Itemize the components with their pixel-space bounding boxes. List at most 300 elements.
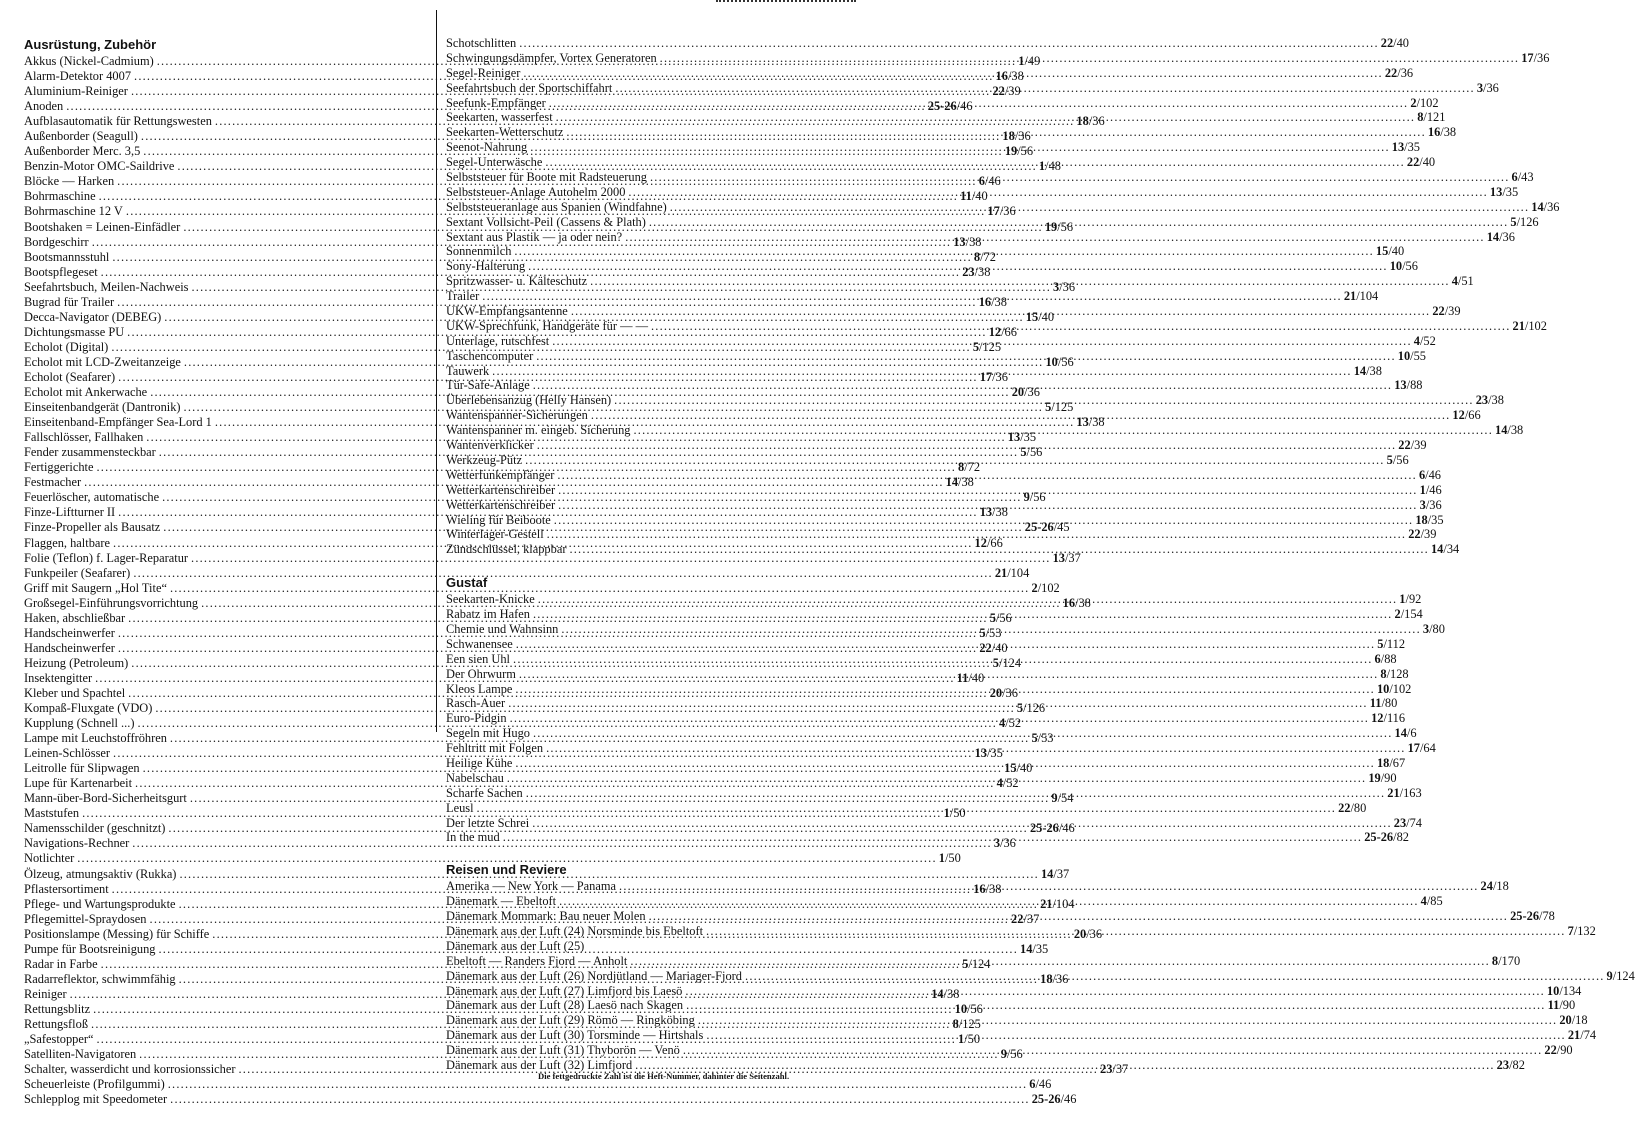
- page-number: /56: [1057, 354, 1074, 369]
- entry-title: Kompaß-Fluxgate (VDO): [24, 701, 153, 716]
- page-number: /40: [1388, 244, 1405, 259]
- entry-reference: [1490, 185, 1518, 200]
- dot-leader: [619, 879, 1479, 894]
- entry-title: Zündschlüssel, klappbar: [446, 542, 567, 557]
- page-number: /38: [1440, 125, 1457, 140]
- index-entry: [24, 851, 961, 866]
- page-number: /102: [1524, 318, 1547, 333]
- page-number: /67: [1389, 755, 1406, 770]
- issue-number: 8: [952, 1017, 959, 1031]
- entry-reference: [1495, 423, 1523, 438]
- issue-number: 17: [1407, 741, 1420, 756]
- dot-leader: [516, 637, 1376, 652]
- entry-reference: [1394, 816, 1422, 831]
- entry-reference: [1370, 696, 1398, 711]
- entry-reference: [1377, 682, 1411, 697]
- entry-title: Dänemark aus der Luft (30) Torsminde — Hirtshals: [446, 1028, 704, 1043]
- page-number: /116: [1383, 711, 1406, 726]
- issue-number: 5: [1510, 214, 1517, 229]
- page-number: /39: [1410, 438, 1427, 453]
- issue-number: 4: [1420, 894, 1427, 909]
- entry-title: Dichtungsmasse PU: [24, 324, 125, 339]
- issue-number: 5: [992, 655, 999, 670]
- section-heading: Gustaf: [446, 575, 488, 591]
- issue-number: 8: [1417, 110, 1424, 125]
- entry-title: Blöcke — Harken: [24, 174, 115, 189]
- entry-title: Flaggen, haltbare: [24, 535, 111, 550]
- dot-leader: [745, 969, 1605, 984]
- entry-title: „Safestopper“: [24, 1032, 94, 1047]
- entry-title: Taschencomputer: [446, 348, 534, 363]
- entry-title: Schwingungsdämpfer, Vortex Generatoren: [446, 50, 657, 65]
- issue-number: 5: [1016, 701, 1024, 716]
- page-number: /53: [985, 625, 1002, 640]
- entry-reference: [1487, 230, 1515, 245]
- page-number: /121: [1423, 110, 1446, 125]
- entry-reference: [1376, 244, 1404, 259]
- page-number: /72: [980, 249, 996, 264]
- issue-number: 4: [999, 716, 1006, 731]
- entry-reference: [1432, 304, 1460, 319]
- entry-reference: [1497, 1058, 1525, 1073]
- entry-title: Echolot mit Ankerwache: [24, 385, 148, 400]
- page-number: /49: [1024, 54, 1041, 68]
- entry-title: Schwanensee: [446, 636, 513, 651]
- issue-number: 12: [1452, 408, 1465, 423]
- page-number: /104: [1052, 896, 1075, 911]
- page-number: /36: [1425, 497, 1442, 512]
- index-entry: [24, 550, 1081, 566]
- dot-leader: [507, 771, 1367, 786]
- issue-number: 14: [1020, 941, 1033, 956]
- page-number: /56: [1017, 144, 1034, 159]
- issue-number: 13: [1489, 184, 1503, 199]
- entry-reference: [1452, 274, 1474, 289]
- footnote: Die fettgedruckte Zahl ist die Heft-Nummer, dahinter die Seitenzahl.: [538, 1071, 790, 1081]
- page-number: /35: [1032, 941, 1049, 956]
- page-number: /38: [985, 881, 1002, 896]
- entry-reference: [1394, 378, 1422, 393]
- issue-number: 23: [1475, 393, 1489, 408]
- entry-title: Sextant aus Plastik — ja oder nein?: [446, 229, 623, 244]
- dot-leader: [660, 51, 1520, 66]
- entry-reference: [1607, 969, 1635, 984]
- page-number: /82: [1393, 830, 1409, 845]
- entry-reference: [1420, 498, 1442, 513]
- entry-title: Finze-Liftturner II: [24, 505, 116, 520]
- page-number: /46: [1425, 482, 1442, 497]
- dot-leader: [706, 1028, 1566, 1043]
- entry-title: Segel-Reiniger: [446, 65, 521, 80]
- issue-number: 8: [973, 249, 981, 264]
- entry-reference: [1531, 200, 1559, 215]
- entry-reference: [1568, 924, 1596, 939]
- entry-reference: [1513, 319, 1547, 334]
- entry-title: Dänemark aus der Luft (31) Thyborön — Venö: [446, 1043, 680, 1058]
- entry-reference: [1521, 51, 1549, 66]
- entry-title: In the mud: [446, 830, 500, 845]
- dot-leader: [633, 423, 1493, 438]
- issue-number: 5: [979, 625, 986, 640]
- page-number: /40: [1016, 761, 1033, 776]
- entry-title: Wetterfunkempfänger: [446, 467, 555, 482]
- entry-reference: [1338, 801, 1366, 816]
- dot-leader: [477, 801, 1337, 816]
- dot-leader: [630, 954, 1490, 969]
- page-number: /125: [979, 339, 1002, 354]
- entry-reference: [1395, 726, 1417, 741]
- page-number: /125: [1051, 400, 1074, 415]
- page-number: /46: [1060, 1092, 1077, 1107]
- entry-title: Selbststeuer-Anlage Autohelm 2000: [446, 184, 626, 199]
- entry-title: Ölzeug, atmungsaktiv (Rukka): [24, 866, 177, 881]
- page-number: /104: [1007, 565, 1030, 580]
- issue-number: 4: [996, 776, 1003, 791]
- issue-number: 1: [943, 806, 950, 821]
- issue-number: 22: [1544, 1043, 1557, 1058]
- issue-number: 9: [1606, 968, 1613, 983]
- issue-number: 8: [1380, 666, 1387, 681]
- issue-number: 22: [992, 84, 1005, 99]
- entry-title: Wetterkartenschreiber: [446, 482, 556, 497]
- entry-title: Alarm-Detektor 4007: [24, 69, 132, 84]
- entry-title: Notlichter: [24, 851, 75, 866]
- issue-number: 14: [1495, 423, 1508, 438]
- entry-title: Een sien Uhl: [446, 651, 511, 666]
- dot-leader: [552, 334, 1412, 349]
- entry-title: Pflege- und Wartungsprodukte: [24, 896, 176, 911]
- issue-number: 18: [1076, 114, 1089, 129]
- entry-title: Kleber und Spachtel: [24, 685, 126, 700]
- dot-leader: [503, 830, 1363, 845]
- issue-number: 20: [1559, 1013, 1572, 1028]
- issue-number: 14: [1394, 726, 1407, 741]
- page-number: /56: [967, 1001, 983, 1016]
- page-number: /125: [958, 1017, 981, 1031]
- issue-number: 14: [1430, 542, 1444, 557]
- issue-number: 11: [956, 670, 969, 685]
- issue-number: 10: [1376, 681, 1390, 696]
- entry-reference: [1492, 954, 1520, 969]
- dot-leader: [625, 230, 1485, 245]
- entry-title: Seefahrtsbuch, Meilen-Nachweis: [24, 279, 189, 294]
- dot-leader: [514, 244, 1374, 259]
- page-number: /38: [991, 294, 1007, 309]
- issue-number: 13: [1052, 550, 1065, 565]
- issue-number: 18: [1376, 755, 1390, 770]
- page-number: /56: [1402, 259, 1418, 274]
- issue-number: 13: [1391, 140, 1405, 155]
- entry-title: Dänemark aus der Luft (28) Laesö nach Skagen: [446, 998, 684, 1013]
- dot-leader: [526, 786, 1386, 801]
- issue-number: 23: [1100, 1062, 1113, 1077]
- issue-number: 3: [1053, 279, 1060, 294]
- dot-leader: [519, 36, 1379, 51]
- page-number: /38: [1007, 69, 1024, 84]
- issue-number: 10: [1045, 354, 1058, 369]
- entry-title: Finze-Propeller als Bausatz: [24, 520, 161, 535]
- page-number: /39: [1420, 527, 1437, 542]
- page-number: /40: [1038, 309, 1055, 324]
- page-number: /38: [974, 264, 991, 279]
- entry-reference: [1414, 334, 1436, 349]
- issue-number: 13: [1007, 430, 1021, 445]
- entry-title: Seefahrtsbuch der Sportschiffahrt: [446, 80, 613, 95]
- page-number: /52: [1419, 333, 1436, 348]
- entry-reference: [1387, 453, 1409, 468]
- entry-title: Scharfe Sachen: [446, 785, 523, 800]
- page-number: /124: [999, 655, 1022, 670]
- entry-title: Trailer: [446, 289, 480, 304]
- entry-title: Kupplung (Schnell ...): [24, 716, 135, 731]
- issue-number: 19: [1368, 770, 1381, 785]
- entry-title: Dänemark Mommark: Bau neuer Molen: [446, 909, 646, 924]
- issue-number: 18: [1040, 971, 1053, 986]
- dot-leader: [571, 304, 1431, 319]
- issue-number: 9: [1051, 791, 1058, 806]
- page-number: /163: [1399, 785, 1422, 800]
- dot-leader: [508, 696, 1368, 711]
- page-number: /66: [986, 535, 1003, 550]
- dot-leader: [523, 66, 1383, 84]
- dot-leader: [536, 349, 1396, 364]
- issue-number: 15: [1025, 309, 1039, 324]
- entry-title: Dänemark aus der Luft (32) Limfjord: [446, 1058, 633, 1072]
- issue-number: 14: [1531, 199, 1544, 214]
- issue-number: 12: [974, 535, 987, 550]
- entry-title: Funkpeiler (Seafarer): [24, 565, 131, 580]
- entry-title: Bugrad für Trailer: [24, 294, 115, 309]
- issue-number: 5: [972, 339, 980, 354]
- entry-title: Mann-über-Bord-Sicherheitsgurt: [24, 791, 187, 806]
- dot-leader: [482, 289, 1342, 304]
- entry-title: Seekarten, wasserfest: [446, 110, 553, 125]
- issue-number: 21: [1512, 318, 1525, 333]
- dot-leader: [532, 816, 1392, 831]
- index-entry: [24, 294, 1007, 310]
- entry-reference: [1380, 667, 1408, 682]
- page-number: /35: [1427, 512, 1444, 527]
- page-number: /36: [1086, 926, 1103, 941]
- entry-title: Handscheinwerfer: [24, 625, 115, 640]
- page-number: /56: [1392, 452, 1409, 467]
- page-number: /92: [1405, 592, 1422, 607]
- entry-reference: [1354, 364, 1382, 379]
- entry-title: Amerika — New York — Panama: [446, 879, 617, 894]
- entry-title: Insektengitter: [24, 670, 93, 685]
- page-number: /56: [995, 610, 1012, 625]
- dot-leader: [698, 1013, 1558, 1028]
- page-number: /36: [1052, 971, 1069, 986]
- issue-number: 10: [1389, 259, 1403, 274]
- entry-title: Dänemark aus der Luft (26) Nordjütland — Mariager-Fjord: [446, 968, 743, 983]
- entry-title: Schotschlitten: [446, 36, 517, 50]
- issue-number: 8: [1491, 953, 1499, 968]
- issue-number: 22: [1380, 36, 1394, 50]
- entry-title: Euro-Pidgin: [446, 711, 507, 726]
- page-number: /38: [1488, 393, 1504, 408]
- issue-number: 23: [1393, 815, 1407, 830]
- entry-title: Tauwerk: [446, 363, 490, 378]
- entry-title: Radar in Farbe: [24, 956, 98, 971]
- entry-title: Seekarten-Knicke: [446, 592, 535, 607]
- entry-reference: [1407, 155, 1435, 170]
- entry-reference: [1390, 259, 1418, 274]
- entry-reference: [1377, 637, 1405, 652]
- dot-leader: [513, 652, 1373, 667]
- page-number: /154: [1400, 607, 1423, 622]
- entry-title: Folie (Teflon) f. Lager-Reparatur: [24, 550, 189, 565]
- page-number: /46: [1035, 1077, 1052, 1092]
- issue-number: 14: [1486, 229, 1500, 244]
- dot-leader: [557, 468, 1417, 483]
- entry-title: Rabatz im Hafen: [446, 607, 530, 622]
- dot-leader: [556, 110, 1416, 125]
- entry-title: Dänemark — Ebeltoft: [446, 894, 557, 909]
- issue-number: 25-26: [1029, 821, 1059, 836]
- entry-title: UKW-Empfangsantenne: [446, 304, 568, 319]
- issue-number: 20: [1073, 926, 1087, 941]
- issue-number: 9: [1000, 1047, 1007, 1062]
- issue-number: 1: [1419, 482, 1426, 497]
- issue-number: 3: [1476, 80, 1484, 95]
- entry-title: Lampe mit Leuchstoffröhren: [24, 731, 167, 746]
- dot-leader: [533, 607, 1393, 622]
- page-number: /54: [1057, 791, 1074, 806]
- entry-title: Heizung (Petroleum): [24, 655, 129, 670]
- top-dotted-rule: [716, 0, 856, 6]
- page-number: /39: [1004, 84, 1021, 99]
- entry-title: Dänemark aus der Luft (25): [446, 938, 585, 953]
- entry-title: Wantenspanner-Sicherungen: [446, 408, 588, 423]
- entry-title: Fender zusammensteckbar: [24, 445, 156, 460]
- page-number: /37: [1053, 866, 1070, 881]
- page-number: /126: [1023, 701, 1046, 716]
- entry-title: Heilige Kühe: [446, 755, 513, 770]
- issue-number: 22: [1011, 911, 1024, 926]
- index-entry: [446, 36, 1409, 51]
- entry-title: Seefunk-Empfänger: [446, 95, 546, 110]
- page-number: /56: [1029, 490, 1046, 505]
- issue-number: 3: [1419, 497, 1426, 512]
- issue-number: 11: [1547, 998, 1560, 1013]
- entry-title: Tür-Safe-Anlage: [446, 378, 530, 393]
- issue-number: 8: [958, 460, 965, 475]
- entry-title: Aufblasautomatik für Rettungswesten: [24, 114, 212, 129]
- entry-title: Wantenspanner m. eingeb. Sicherung: [446, 423, 631, 438]
- page-number: /170: [1498, 953, 1521, 968]
- entry-reference: [1368, 771, 1396, 786]
- page-number: /36: [999, 204, 1016, 219]
- entry-title: Feuerlöscher, automatische: [24, 490, 160, 505]
- issue-number: 17: [979, 369, 993, 384]
- page-number: /37: [1064, 550, 1081, 565]
- page-number: /36: [1000, 836, 1016, 851]
- page-number: /126: [1516, 214, 1539, 229]
- entry-title: Dänemark aus der Luft (27) Limfjord bis Laesö: [446, 983, 683, 998]
- page-number: /36: [1024, 385, 1040, 400]
- index-entry: [24, 565, 1030, 581]
- page-number: /50: [944, 851, 961, 866]
- entry-reference: [1364, 830, 1409, 845]
- page-number: /37: [1112, 1062, 1129, 1077]
- entry-title: Dänemark aus der Luft (24) Norsminde bis Ebeltoft: [446, 923, 704, 938]
- entry-reference: [1408, 741, 1436, 756]
- entry-title: Satelliten-Navigatoren: [24, 1047, 137, 1062]
- dot-leader: [649, 909, 1509, 924]
- page-number: /36: [1088, 114, 1105, 129]
- dot-leader: [547, 527, 1407, 542]
- issue-number: 14: [1353, 363, 1367, 378]
- page-number: /90: [1380, 770, 1397, 785]
- entry-reference: [1394, 607, 1422, 622]
- page-number: /74: [1406, 815, 1423, 830]
- page-number: /56: [1057, 219, 1074, 234]
- entry-title: Dänemark aus der Luft (29) Römö — Ringköbing: [446, 1013, 695, 1028]
- entry-title: Maststufen: [24, 806, 80, 821]
- entry-reference: [1032, 1092, 1077, 1107]
- page-number: /102: [1037, 580, 1060, 595]
- dot-leader: [533, 726, 1393, 741]
- issue-number: 14: [1040, 866, 1054, 881]
- page-number: /51: [1457, 274, 1474, 289]
- entry-title: Fertiggerichte: [24, 460, 94, 475]
- dot-leader: [492, 364, 1352, 379]
- entry-title: Winterlager-Gestell: [446, 527, 544, 542]
- issue-number: 2: [1410, 95, 1417, 110]
- index-entry: [24, 1077, 1052, 1092]
- dot-leader: [525, 453, 1385, 468]
- issue-number: 6: [978, 174, 985, 189]
- issue-number: 9: [1023, 490, 1030, 505]
- page-number: /128: [1386, 666, 1409, 681]
- dot-leader: [706, 924, 1566, 939]
- dot-leader: [591, 408, 1451, 423]
- issue-number: 17: [987, 204, 1000, 219]
- entry-reference: [1387, 786, 1421, 801]
- entry-title: Überlebensanzug (Helly Hansen): [446, 393, 612, 408]
- page-number: /112: [1383, 636, 1406, 651]
- entry-title: Spritzwasser- u. Kälteschutz: [446, 274, 588, 289]
- entry-title: Namensschilder (geschnitzt): [24, 821, 166, 836]
- entry-title: Einseitenbandgerät (Dantronik): [24, 400, 181, 415]
- page-number: /38: [1366, 363, 1382, 378]
- issue-number: 5: [1045, 400, 1052, 415]
- entry-title: Bootshaken = Leinen-Einfädler: [24, 219, 181, 234]
- page-number: /38: [965, 234, 982, 249]
- page-number: /46: [1058, 821, 1075, 836]
- issue-number: 21: [1040, 896, 1053, 911]
- page-number: /36: [1014, 129, 1031, 144]
- page-number: /36: [1059, 279, 1076, 294]
- page-number: /36: [1543, 199, 1560, 214]
- dot-leader: [546, 741, 1406, 756]
- issue-number: 16: [1062, 595, 1076, 610]
- entry-title: Bohrmaschine 12 V: [24, 204, 123, 219]
- entry-title: Leusl: [446, 800, 474, 815]
- page-number: /45: [1053, 520, 1070, 535]
- entry-title: Großsegel-Einführungsvorrichtung: [24, 595, 199, 610]
- entry-reference: [1428, 125, 1456, 140]
- entry-reference: [1371, 711, 1405, 726]
- page-number: /40: [1393, 36, 1409, 50]
- page-number: /40: [971, 189, 988, 204]
- entry-title: Unterlage, rutschfest: [446, 333, 550, 348]
- page-number: /36: [1002, 685, 1018, 700]
- entry-reference: [1477, 81, 1499, 96]
- page-number: /38: [1075, 595, 1091, 610]
- entry-title: Sonnenmilch: [446, 244, 512, 259]
